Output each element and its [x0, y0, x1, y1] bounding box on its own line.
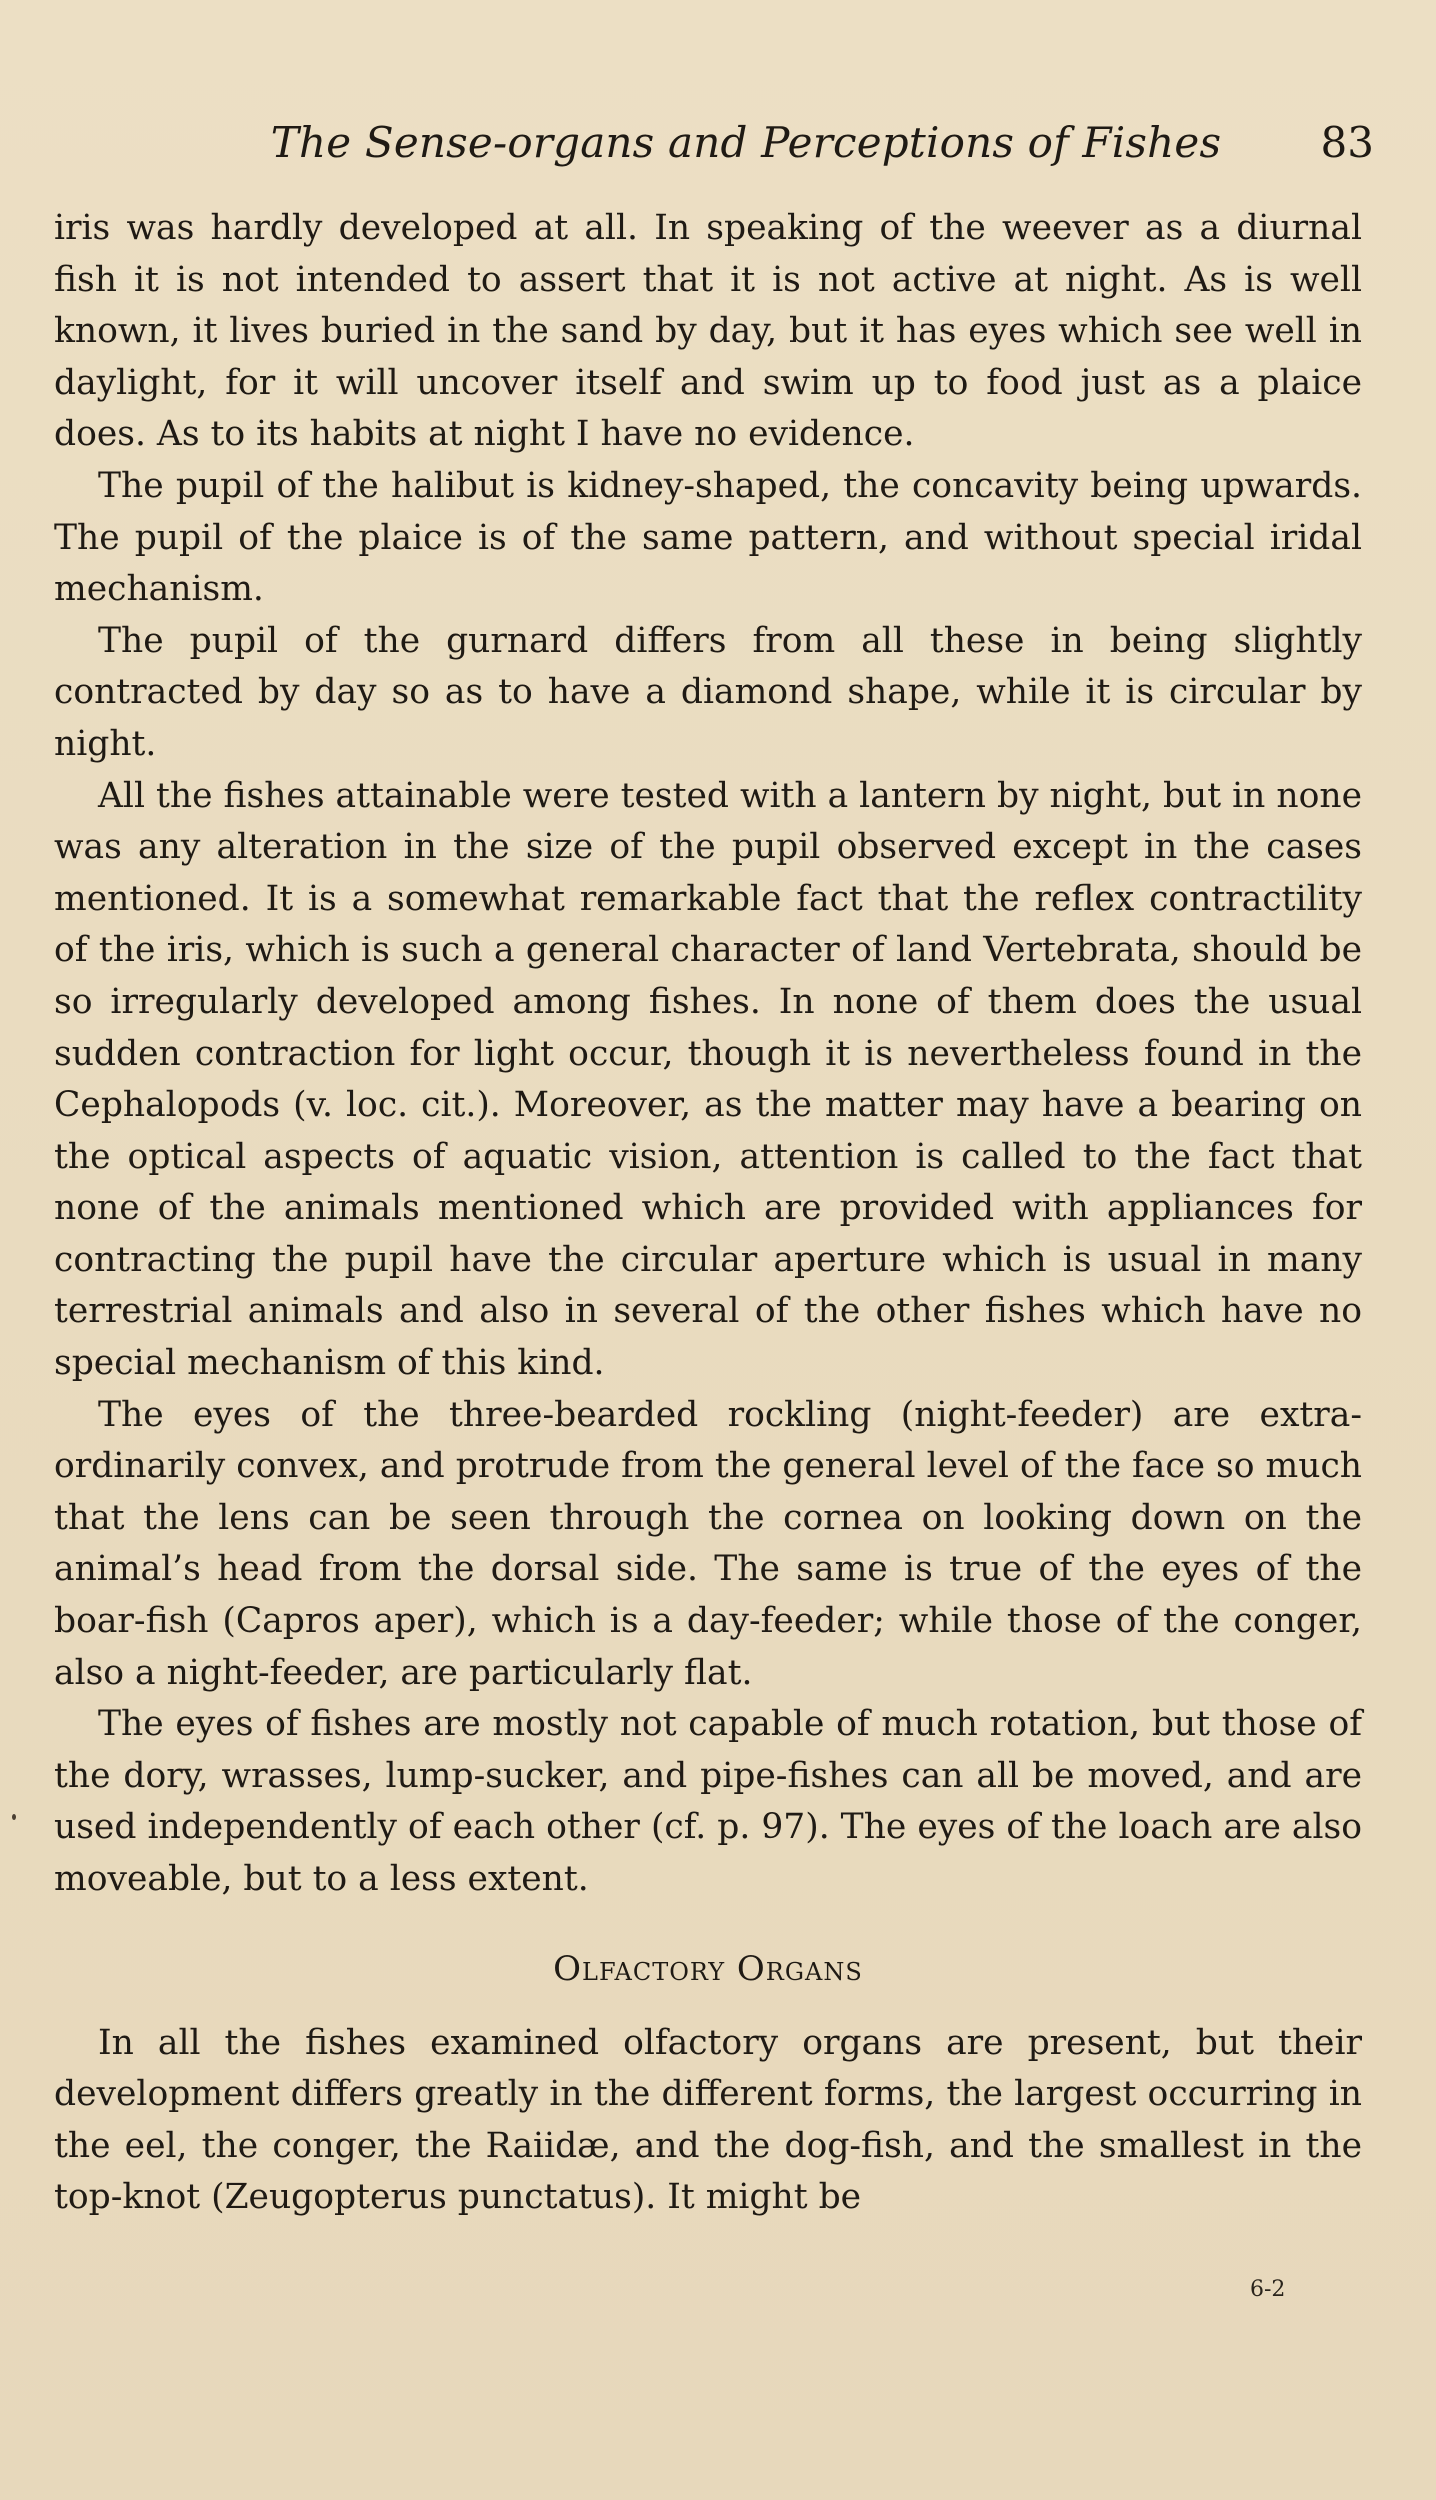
paragraph-5: The eyes of the three-bearded rockling (night-feeder) are extra-ordinarily convex, and protrude from the general level of the face so much that the lens can be seen through the cornea on looking down on the animal’s head from the dorsal side. The same is true of the eyes of the boar-fish (Capros aper), which is a day-feeder; while those of the conger, also a night-feeder, are particularly flat.	[54, 1394, 1362, 1693]
margin-speck	[12, 1814, 16, 1820]
section-heading: Olfactory Organs	[553, 1948, 863, 1989]
page-number: 83	[1320, 118, 1374, 167]
paragraph-6: The eyes of fishes are mostly not capable of much rotation, but those of the dory, wrasses, lump-sucker, and pipe-fishes can all be moved, and are used independently of each other (cf. p. 97). The eyes of the loach are also moveable, but to a less extent.	[54, 1704, 1362, 1899]
paragraph-4: All the fishes attainable were tested with a lantern by night, but in none was any alteration in the size of the pupil observed except in the cases mentioned. It is a somewhat remarkable fact that the reflex contractility of the iris, which is such a general character of land Vertebrata, should be so irregularly developed among fishes. In none of them does the usual sudden contraction for light occur, though it is nevertheless found in the Cephalopods (v. loc. cit.). Moreover, as the matter may have a bearing on the optical aspects of aquatic vision, attention is called to the fact that none of the animals mentioned which are provided with appliances for contracting the pupil have the circular aperture which is usual in many terrestrial animals and also in several of the other fishes which have no special mechanism of this kind.	[54, 775, 1362, 1384]
paragraph-2: The pupil of the halibut is kidney-shaped, the concavity being upwards. The pupil of the plaice is of the same pattern, and without special iridal mechanism.	[54, 465, 1362, 610]
signature-mark: 6-2	[1250, 2277, 1286, 2302]
running-title: The Sense-organs and Perceptions of Fishes	[270, 118, 1222, 167]
paragraph-3: The pupil of the gurnard differs from all these in being slightly contracted by day so as to have a diamond shape, while it is circular by night.	[54, 620, 1362, 764]
paragraph-olfactory: In all the fishes examined olfactory organs are present, but their development differs greatly in the different forms, the largest occurring in the eel, the conger, the Raiidæ, and the dog-fish, and the smallest in the top-knot (Zeugopterus punctatus). It might be	[54, 2022, 1362, 2218]
paragraph-1: iris was hardly developed at all. In speaking of the weever as a diurnal fish it is not intended to assert that it is not active at night. As is well known, it lives buried in the sand by day, but it has eyes which see well in daylight, for it will uncover itself and swim up to food just as a plaice does. As to its habits at night I have no evidence.	[54, 208, 1362, 455]
page-header	[56, 118, 1374, 178]
body-text	[54, 203, 1362, 2224]
